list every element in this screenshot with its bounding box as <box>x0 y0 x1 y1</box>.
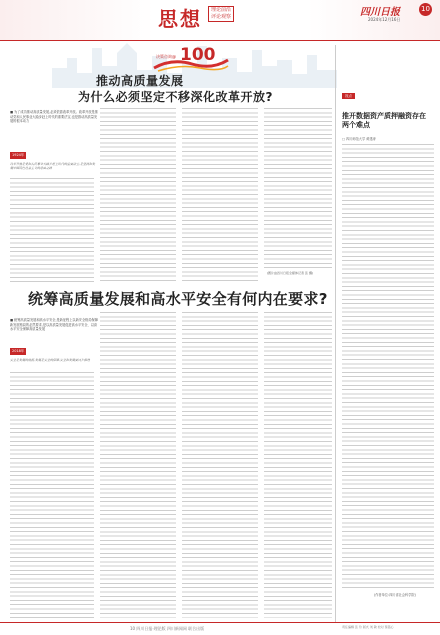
article2-body-col3 <box>182 312 258 618</box>
newspaper-name: 四川日报 <box>360 7 400 18</box>
article1-body-col3 <box>182 108 258 284</box>
footer-publishers: 10 四川日报·理论版 四川新闻网 联合出版 <box>130 626 205 631</box>
article1-pullquote: 改革开放是党和人民事业大踏步赶上时代的重要法宝,是坚持和发展中国特色社会主义的必由之路 <box>10 162 95 171</box>
article2-body-col1 <box>10 372 94 618</box>
section-title: 思想 <box>158 7 202 31</box>
article2-lede: ■ 统筹高质量发展和高水平安全,是新征程上以新安全格局保障新发展格局的必然要求,是以高质量发展促进高水平安全、以高水平安全保障高质量发展 <box>10 318 98 331</box>
article1-title-line2: 为什么必须坚定不移深化改革开放? <box>78 90 273 104</box>
article2-pullquote: 安全是发展的前提,发展是安全的保障,安全和发展要同步推进 <box>10 358 90 362</box>
article1-title-line1: 推动高质量发展 <box>96 74 184 88</box>
right-article-source: (作者单位:四川省社会科学院) <box>374 593 416 597</box>
article2-year-tag: 2018年 <box>12 349 25 353</box>
page-number: 10 <box>419 3 432 16</box>
article2-body-col2 <box>100 312 176 618</box>
article2-body-col4 <box>264 312 332 618</box>
anniversary-banner <box>152 40 230 74</box>
column-divider <box>335 45 336 622</box>
article1-lede: ■ 为了成功推动高质量发展,必须依靠改革开放。改革开放是推动党和人民事业大踏步赶上时代的重要法宝,也是推动高质量发展的根本动力 <box>10 110 98 123</box>
page-footer <box>0 622 440 635</box>
issue-date: 2024年12月16日 <box>368 17 401 22</box>
article1-body-col2 <box>100 108 176 284</box>
article1-photo-caption: (图片由四川日报全媒体记者 张 摄) <box>266 271 314 275</box>
section-subtitle: 理论前沿 评论观察 <box>208 6 234 22</box>
article1-body-col1 <box>10 178 94 284</box>
banner-caption: 决策咨询@ <box>156 54 176 59</box>
right-article-body <box>342 144 434 588</box>
article2-title: 统筹高质量发展和高水平安全有何内在要求? <box>28 290 328 308</box>
right-section-tag: 视点 <box>342 93 355 99</box>
right-article-title: 推开数据资产质押融资存在两个难点 <box>342 112 426 129</box>
footer-staff: 责任编辑 张 玲 版式 刘 敏 校对 蔡铭心 <box>342 625 394 629</box>
article1-year-tag: 1924年 <box>12 153 25 157</box>
right-article-byline: □ 四川师范大学 黄建涛 <box>342 137 376 141</box>
banner-number: 100 <box>180 45 216 65</box>
article1-body-col4 <box>264 108 332 268</box>
